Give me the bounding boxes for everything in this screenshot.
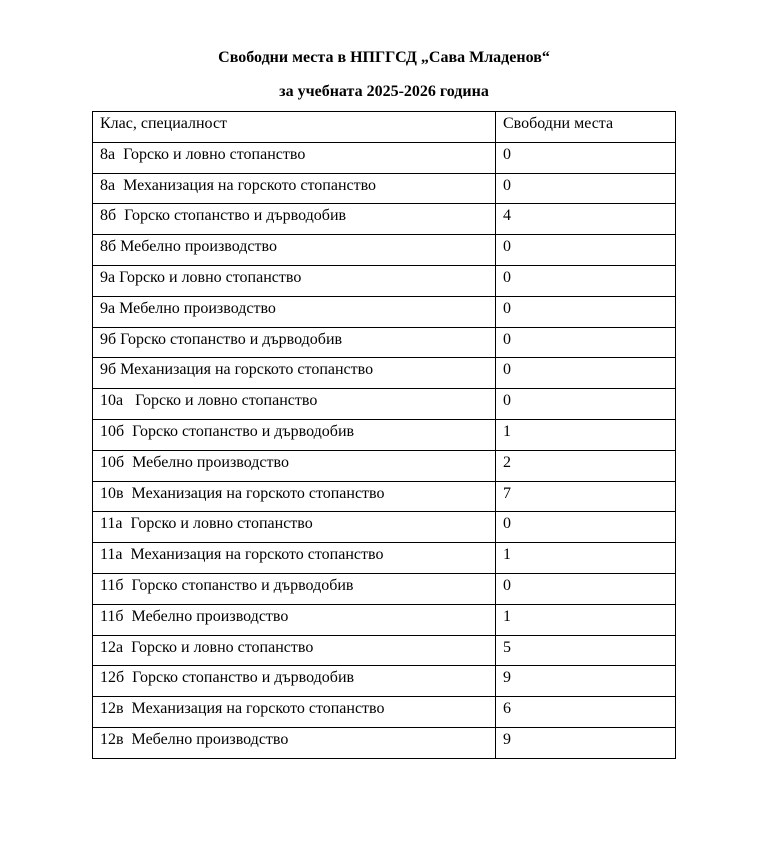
class-specialty-cell: 12б Горско стопанство и дърводобив: [93, 666, 496, 697]
free-seats-cell: 0: [496, 296, 676, 327]
class-specialty-cell: 11а Механизация на горското стопанство: [93, 543, 496, 574]
table-row: [93, 296, 676, 327]
table-row: [93, 604, 676, 635]
free-seats-cell: 0: [496, 358, 676, 389]
free-seats-cell: 9: [496, 727, 676, 758]
class-specialty-cell: 9б Горско стопанство и дърводобив: [93, 327, 496, 358]
free-seats-cell: 0: [496, 265, 676, 296]
free-seats-cell: 9: [496, 666, 676, 697]
table-row: [93, 235, 676, 266]
table-row: [93, 419, 676, 450]
table-row: [93, 635, 676, 666]
class-specialty-cell: 8б Горско стопанство и дърводобив: [93, 204, 496, 235]
free-seats-cell: 0: [496, 573, 676, 604]
document-subtitle: за учебната 2025-2026 година: [279, 83, 489, 100]
table-row: [93, 573, 676, 604]
class-specialty-cell: 11б Горско стопанство и дърводобив: [93, 573, 496, 604]
class-specialty-cell: 9б Механизация на горското стопанство: [93, 358, 496, 389]
class-specialty-cell: 12в Механизация на горското стопанство: [93, 697, 496, 728]
table-row: [93, 265, 676, 296]
free-seats-cell: 1: [496, 604, 676, 635]
table-header-row: [93, 112, 676, 143]
free-seats-cell: 5: [496, 635, 676, 666]
table-row: [93, 512, 676, 543]
table-row: [93, 450, 676, 481]
free-seats-cell: 0: [496, 512, 676, 543]
class-specialty-cell: 8а Механизация на горското стопанство: [93, 173, 496, 204]
table-row: [93, 327, 676, 358]
table-row: [93, 666, 676, 697]
free-seats-cell: 1: [496, 543, 676, 574]
class-specialty-cell: 11б Мебелно производство: [93, 604, 496, 635]
table-row: [93, 727, 676, 758]
class-specialty-cell: 11а Горско и ловно стопанство: [93, 512, 496, 543]
free-seats-cell: 4: [496, 204, 676, 235]
class-specialty-cell: 10б Мебелно производство: [93, 450, 496, 481]
header-free-seats: Свободни места: [496, 112, 676, 143]
free-seats-cell: 0: [496, 173, 676, 204]
table-row: [93, 481, 676, 512]
class-specialty-cell: 8а Горско и ловно стопанство: [93, 142, 496, 173]
class-specialty-cell: 10а Горско и ловно стопанство: [93, 389, 496, 420]
table-row: [93, 697, 676, 728]
free-seats-cell: 0: [496, 327, 676, 358]
class-specialty-cell: 10в Механизация на горското стопанство: [93, 481, 496, 512]
table-row: [93, 142, 676, 173]
table-row: [93, 204, 676, 235]
class-specialty-cell: 8б Мебелно производство: [93, 235, 496, 266]
table-row: [93, 389, 676, 420]
free-seats-cell: 6: [496, 697, 676, 728]
table-row: [93, 173, 676, 204]
free-seats-table: [92, 111, 676, 759]
class-specialty-cell: 12в Мебелно производство: [93, 727, 496, 758]
free-seats-cell: 1: [496, 419, 676, 450]
free-seats-cell: 0: [496, 389, 676, 420]
table-row: [93, 543, 676, 574]
class-specialty-cell: 9а Мебелно производство: [93, 296, 496, 327]
free-seats-cell: 0: [496, 235, 676, 266]
class-specialty-cell: 12а Горско и ловно стопанство: [93, 635, 496, 666]
class-specialty-cell: 9а Горско и ловно стопанство: [93, 265, 496, 296]
document-title: Свободни места в НПГГСД „Сава Младенов“: [218, 49, 550, 66]
table-row: [93, 358, 676, 389]
header-class-specialty: Клас, специалност: [93, 112, 496, 143]
class-specialty-cell: 10б Горско стопанство и дърводобив: [93, 419, 496, 450]
free-seats-cell: 0: [496, 142, 676, 173]
free-seats-cell: 2: [496, 450, 676, 481]
free-seats-cell: 7: [496, 481, 676, 512]
